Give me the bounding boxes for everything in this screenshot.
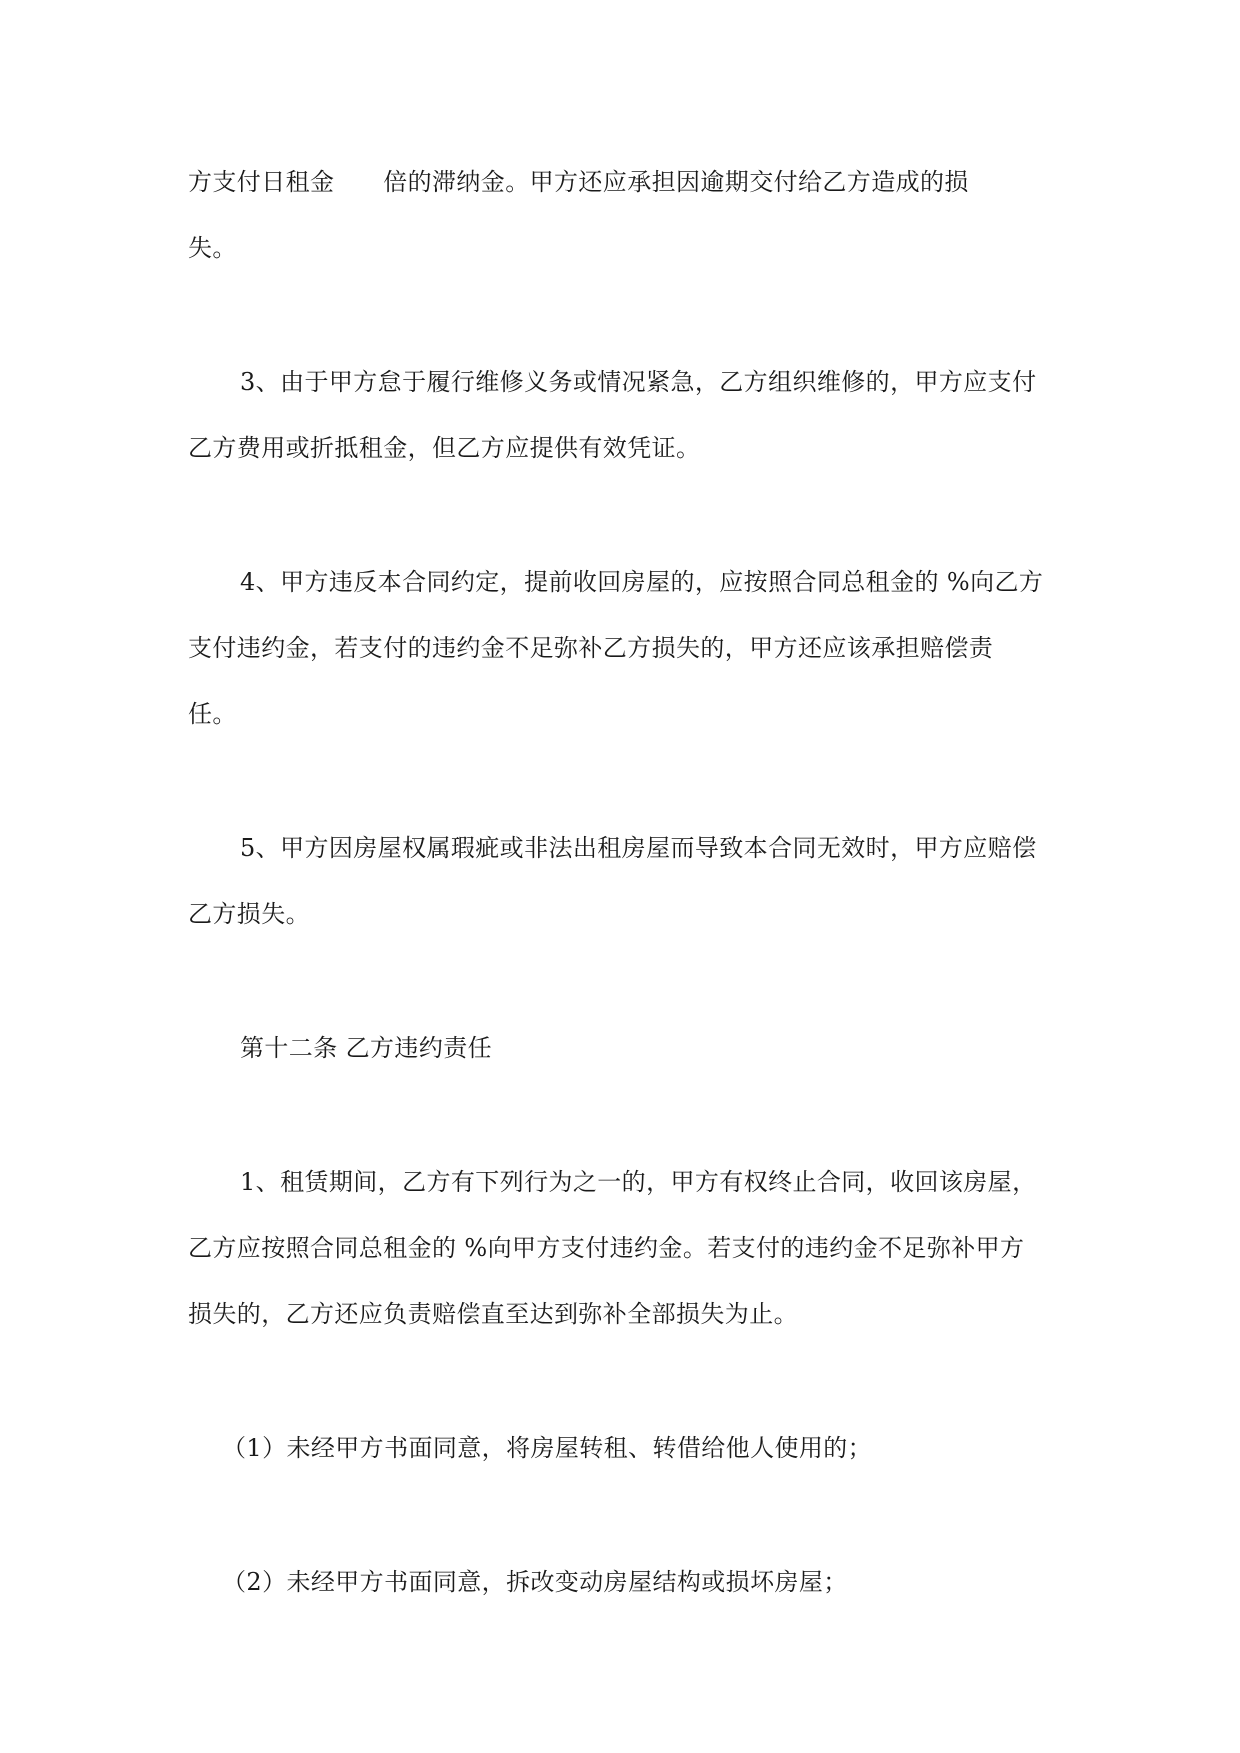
clause-5-line: 5、甲方因房屋权属瑕疵或非法出租房屋而导致本合同无效时，甲方应赔偿: [240, 834, 1037, 862]
section-12-clause-1-line: 损失的，乙方还应负责赔偿直至达到弥补全部损失为止。: [188, 1300, 798, 1328]
clause-4-line: 任。: [188, 700, 237, 728]
clause-4-line: 支付违约金，若支付的违约金不足弥补乙方损失的，甲方还应该承担赔偿责: [188, 634, 994, 662]
section-heading: 第十二条 乙方违约责任: [240, 1034, 493, 1062]
clause-4-line: 4、甲方违反本合同约定，提前收回房屋的，应按照合同总租金的 %向乙方: [240, 568, 1044, 596]
section-12-clause-1-line: 1、租赁期间，乙方有下列行为之一的，甲方有权终止合同，收回该房屋，: [240, 1168, 1037, 1196]
sub-item-2: （2）未经甲方书面同意，拆改变动房屋结构或损坏房屋；: [222, 1568, 848, 1596]
clause-5-line: 乙方损失。: [188, 900, 310, 928]
section-12-clause-1-line: 乙方应按照合同总租金的 %向甲方支付违约金。若支付的违约金不足弥补甲方: [188, 1234, 1025, 1262]
sub-item-1: （1）未经甲方书面同意，将房屋转租、转借给他人使用的；: [222, 1434, 873, 1462]
paragraph-line: 失。: [188, 234, 237, 262]
clause-3-line: 乙方费用或折抵租金，但乙方应提供有效凭证。: [188, 434, 701, 462]
clause-3-line: 3、由于甲方怠于履行维修义务或情况紧急，乙方组织维修的，甲方应支付: [240, 368, 1037, 396]
paragraph-line: 方支付日租金 倍的滞纳金。甲方还应承担因逾期交付给乙方造成的损: [188, 168, 969, 196]
